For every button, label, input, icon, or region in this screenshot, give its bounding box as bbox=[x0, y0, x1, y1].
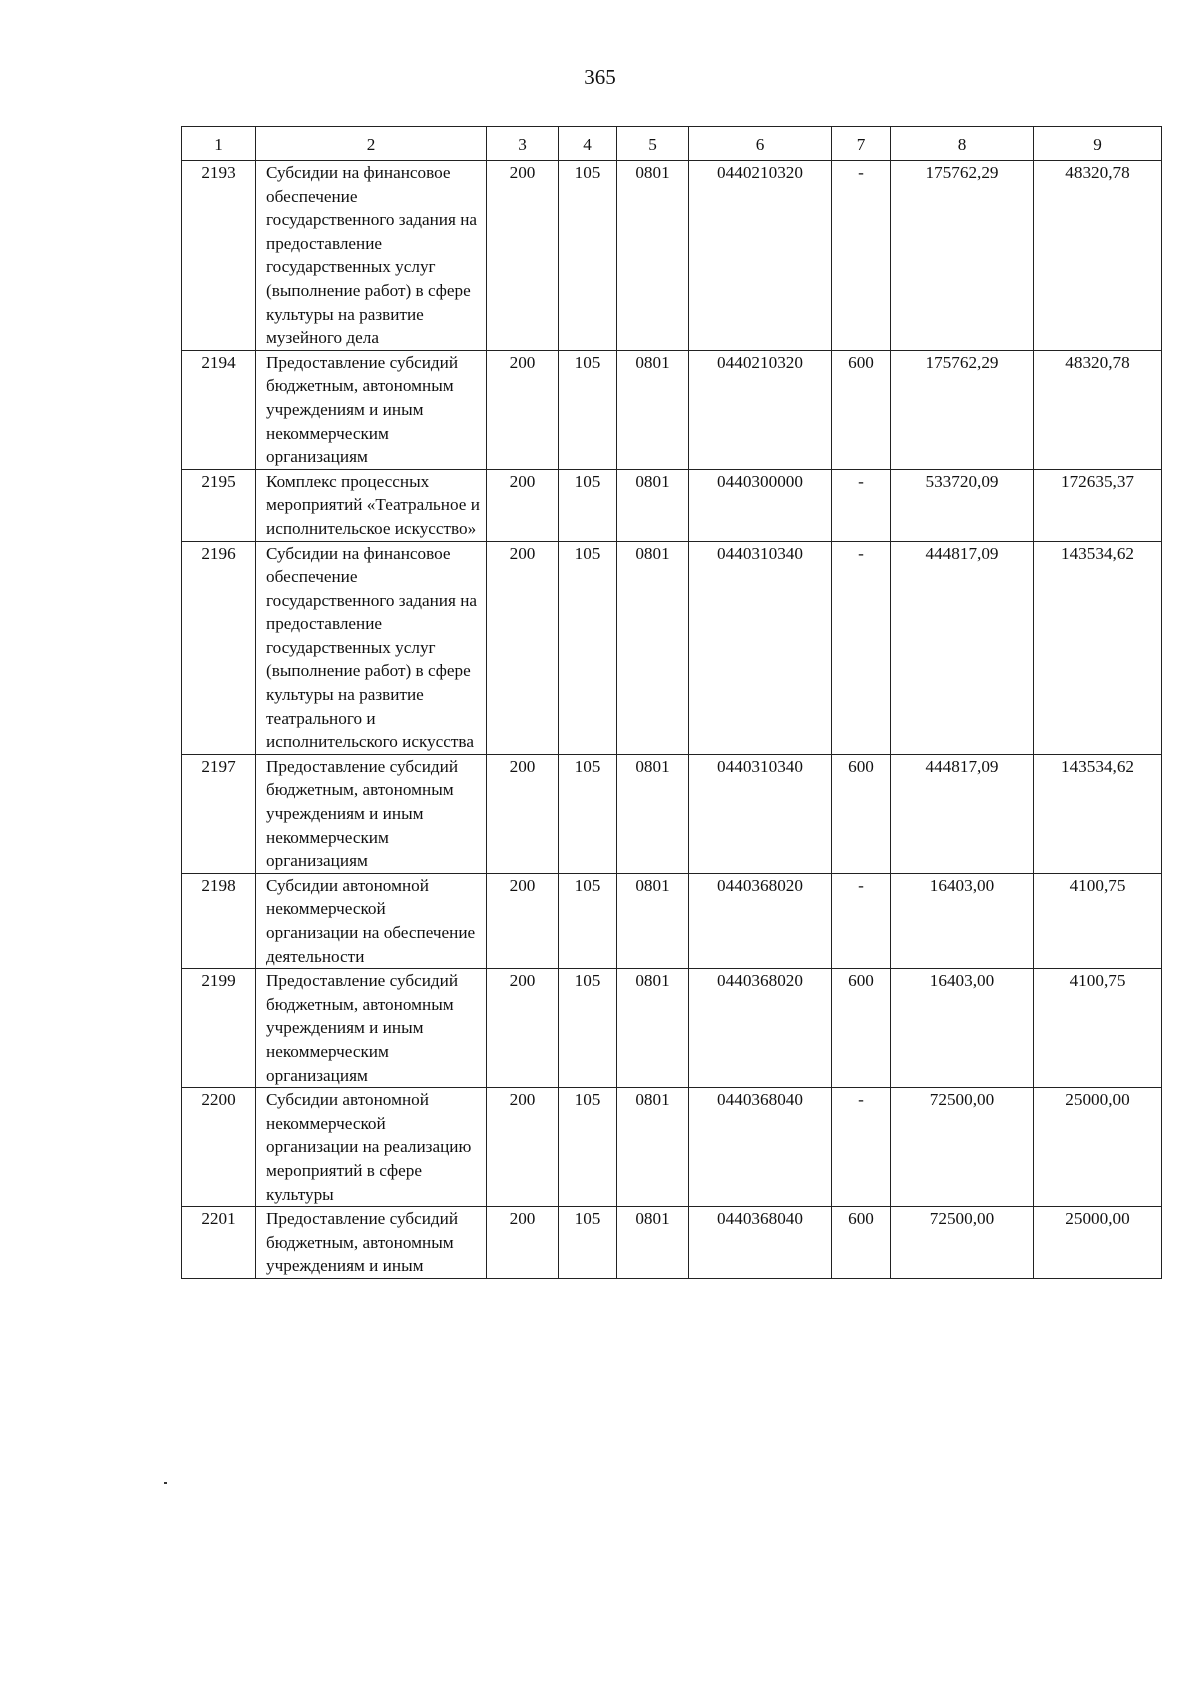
code-col3: 200 bbox=[487, 873, 559, 968]
table-row bbox=[182, 469, 1162, 541]
code-col4: 105 bbox=[559, 1207, 617, 1279]
column-header: 3 bbox=[487, 127, 559, 161]
code-col6: 0440310340 bbox=[689, 754, 832, 873]
value-col9: 25000,00 bbox=[1034, 1207, 1162, 1279]
table-row bbox=[182, 350, 1162, 469]
code-col5: 0801 bbox=[617, 541, 689, 754]
row-name: Субсидии на финансовое обеспечение государственного задания на предоставление государственных услуг (выполнение работ) в сфере культуры на развитие театрального и исполнительского искусства bbox=[256, 541, 487, 754]
column-header: 4 bbox=[559, 127, 617, 161]
page-number: 365 bbox=[584, 65, 616, 89]
code-col3: 200 bbox=[487, 754, 559, 873]
code-col7: 600 bbox=[832, 1207, 891, 1279]
code-col7: 600 bbox=[832, 969, 891, 1088]
code-col4: 105 bbox=[559, 469, 617, 541]
code-col7: 600 bbox=[832, 754, 891, 873]
header-row bbox=[182, 127, 1162, 161]
value-col9: 4100,75 bbox=[1034, 873, 1162, 968]
stray-mark bbox=[164, 1482, 167, 1484]
code-col5: 0801 bbox=[617, 754, 689, 873]
table-header bbox=[182, 127, 1162, 161]
code-col3: 200 bbox=[487, 350, 559, 469]
code-col7: - bbox=[832, 469, 891, 541]
value-col8: 533720,09 bbox=[891, 469, 1034, 541]
code-col3: 200 bbox=[487, 161, 559, 351]
code-col4: 105 bbox=[559, 541, 617, 754]
code-col3: 200 bbox=[487, 969, 559, 1088]
table-body bbox=[182, 161, 1162, 1279]
value-col8: 16403,00 bbox=[891, 873, 1034, 968]
table-row bbox=[182, 541, 1162, 754]
code-col7: - bbox=[832, 873, 891, 968]
code-col4: 105 bbox=[559, 350, 617, 469]
code-col5: 0801 bbox=[617, 1088, 689, 1207]
code-col6: 0440368040 bbox=[689, 1088, 832, 1207]
value-col8: 175762,29 bbox=[891, 350, 1034, 469]
row-name: Предоставление субсидий бюджетным, автономным учреждениям и иным некоммерческим организациям bbox=[256, 969, 487, 1088]
code-col5: 0801 bbox=[617, 161, 689, 351]
column-header: 2 bbox=[256, 127, 487, 161]
value-col9: 172635,37 bbox=[1034, 469, 1162, 541]
value-col9: 4100,75 bbox=[1034, 969, 1162, 1088]
row-number: 2201 bbox=[182, 1207, 256, 1279]
code-col4: 105 bbox=[559, 1088, 617, 1207]
code-col6: 0440368020 bbox=[689, 873, 832, 968]
code-col6: 0440368040 bbox=[689, 1207, 832, 1279]
code-col5: 0801 bbox=[617, 350, 689, 469]
code-col5: 0801 bbox=[617, 873, 689, 968]
row-name: Предоставление субсидий бюджетным, автономным учреждениям и иным некоммерческим организациям bbox=[256, 754, 487, 873]
column-header: 8 bbox=[891, 127, 1034, 161]
value-col8: 175762,29 bbox=[891, 161, 1034, 351]
code-col5: 0801 bbox=[617, 469, 689, 541]
code-col6: 0440368020 bbox=[689, 969, 832, 1088]
code-col6: 0440210320 bbox=[689, 161, 832, 351]
column-header: 9 bbox=[1034, 127, 1162, 161]
code-col4: 105 bbox=[559, 161, 617, 351]
column-header: 5 bbox=[617, 127, 689, 161]
code-col7: - bbox=[832, 1088, 891, 1207]
row-number: 2195 bbox=[182, 469, 256, 541]
table-row bbox=[182, 873, 1162, 968]
table-row bbox=[182, 1207, 1162, 1279]
row-number: 2199 bbox=[182, 969, 256, 1088]
value-col8: 72500,00 bbox=[891, 1207, 1034, 1279]
budget-table bbox=[181, 126, 1162, 1279]
row-number: 2194 bbox=[182, 350, 256, 469]
column-header: 6 bbox=[689, 127, 832, 161]
row-name: Предоставление субсидий бюджетным, автономным учреждениям и иным некоммерческим организациям bbox=[256, 350, 487, 469]
value-col9: 143534,62 bbox=[1034, 541, 1162, 754]
value-col8: 16403,00 bbox=[891, 969, 1034, 1088]
row-name: Субсидии на финансовое обеспечение государственного задания на предоставление государственных услуг (выполнение работ) в сфере культуры на развитие музейного дела bbox=[256, 161, 487, 351]
column-header: 7 bbox=[832, 127, 891, 161]
row-name: Субсидии автономной некоммерческой организации на обеспечение деятельности bbox=[256, 873, 487, 968]
code-col5: 0801 bbox=[617, 969, 689, 1088]
value-col8: 444817,09 bbox=[891, 541, 1034, 754]
value-col9: 25000,00 bbox=[1034, 1088, 1162, 1207]
table-row bbox=[182, 161, 1162, 351]
table-row bbox=[182, 754, 1162, 873]
row-name: Комплекс процессных мероприятий «Театральное и исполнительское искусство» bbox=[256, 469, 487, 541]
value-col8: 444817,09 bbox=[891, 754, 1034, 873]
code-col7: 600 bbox=[832, 350, 891, 469]
row-number: 2196 bbox=[182, 541, 256, 754]
code-col6: 0440300000 bbox=[689, 469, 832, 541]
code-col3: 200 bbox=[487, 469, 559, 541]
value-col9: 143534,62 bbox=[1034, 754, 1162, 873]
row-name: Субсидии автономной некоммерческой организации на реализацию мероприятий в сфере культуры bbox=[256, 1088, 487, 1207]
code-col3: 200 bbox=[487, 1088, 559, 1207]
table-row bbox=[182, 969, 1162, 1088]
column-header: 1 bbox=[182, 127, 256, 161]
table-row bbox=[182, 1088, 1162, 1207]
code-col3: 200 bbox=[487, 541, 559, 754]
code-col7: - bbox=[832, 541, 891, 754]
code-col5: 0801 bbox=[617, 1207, 689, 1279]
value-col9: 48320,78 bbox=[1034, 350, 1162, 469]
code-col6: 0440210320 bbox=[689, 350, 832, 469]
code-col7: - bbox=[832, 161, 891, 351]
row-number: 2193 bbox=[182, 161, 256, 351]
row-number: 2198 bbox=[182, 873, 256, 968]
code-col4: 105 bbox=[559, 969, 617, 1088]
code-col3: 200 bbox=[487, 1207, 559, 1279]
code-col6: 0440310340 bbox=[689, 541, 832, 754]
code-col4: 105 bbox=[559, 873, 617, 968]
row-number: 2197 bbox=[182, 754, 256, 873]
value-col8: 72500,00 bbox=[891, 1088, 1034, 1207]
code-col4: 105 bbox=[559, 754, 617, 873]
row-number: 2200 bbox=[182, 1088, 256, 1207]
row-name: Предоставление субсидий бюджетным, автономным учреждениям и иным bbox=[256, 1207, 487, 1279]
value-col9: 48320,78 bbox=[1034, 161, 1162, 351]
